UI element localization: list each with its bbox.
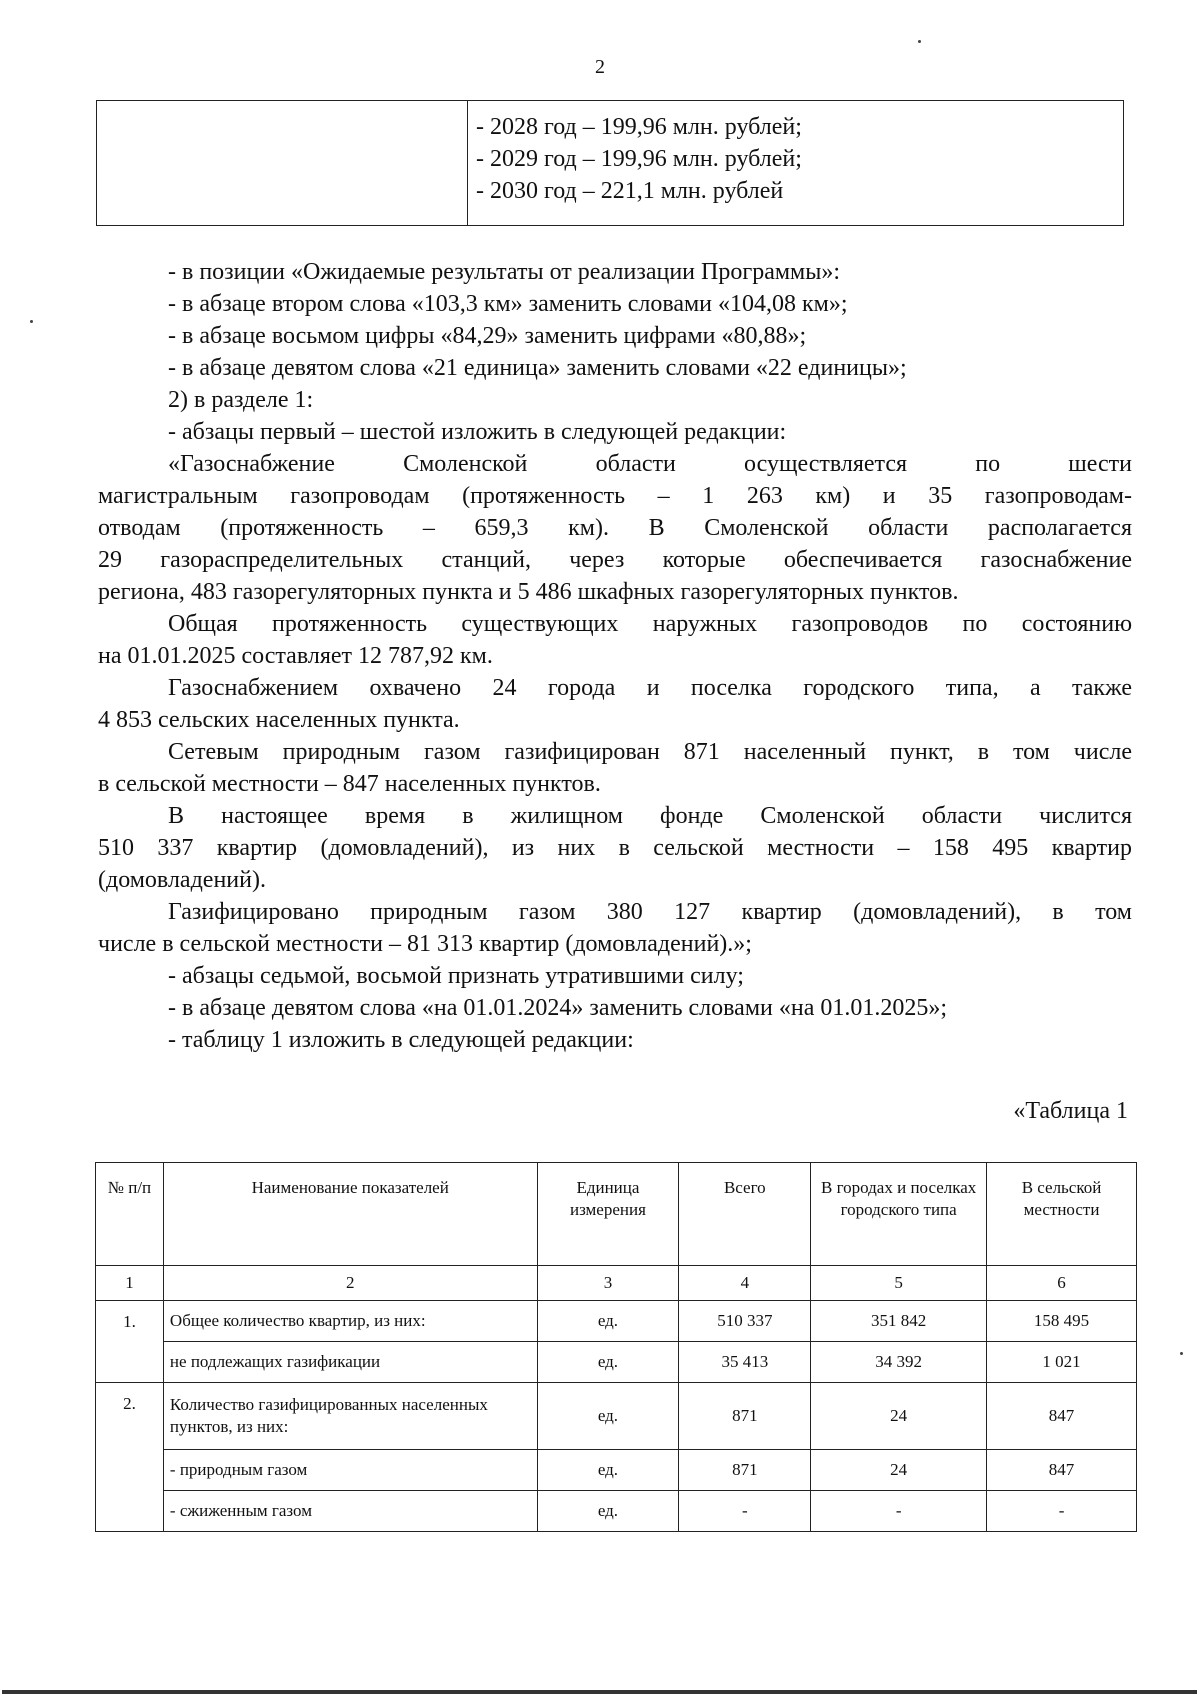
- scan-speck: [30, 320, 33, 323]
- row-number: 1.: [96, 1301, 164, 1383]
- row-total: 871: [679, 1383, 811, 1450]
- row-rural: 158 495: [987, 1301, 1137, 1342]
- scan-speck: [918, 40, 921, 43]
- header-cell: Единица измерения: [537, 1163, 679, 1266]
- header-cell: В сельской местности: [987, 1163, 1137, 1266]
- row-name: Количество газифицированных населенных пунктов, из них:: [163, 1383, 537, 1450]
- paragraph: 2) в разделе 1:: [168, 387, 314, 413]
- paragraph-line: Сетевым природным газом газифицирован 871 населенный пункт, в том числе: [168, 739, 1132, 765]
- table-header-row: [96, 1163, 1137, 1266]
- header-cell: № п/п: [96, 1163, 164, 1266]
- row-urban: 351 842: [811, 1301, 987, 1342]
- table-caption: «Таблица 1: [1013, 1098, 1128, 1124]
- paragraph: - в абзаце девятом слова «21 единица» заменить словами «22 единицы»;: [168, 355, 907, 381]
- table-row: [96, 1383, 1137, 1450]
- row-urban: 34 392: [811, 1342, 987, 1383]
- column-number: 5: [811, 1266, 987, 1301]
- table-row: [96, 1450, 1137, 1491]
- paragraph: - в абзаце восьмом цифры «84,29» заменить цифрами «80,88»;: [168, 323, 807, 349]
- row-name: - сжиженным газом: [163, 1491, 537, 1532]
- paragraph: - в позиции «Ожидаемые результаты от реализации Программы»:: [168, 259, 841, 285]
- funding-line-2030: - 2030 год – 221,1 млн. рублей: [476, 178, 784, 204]
- row-name: не подлежащих газификации: [163, 1342, 537, 1383]
- scan-edge-line: [2, 1690, 1197, 1694]
- header-cell: В городах и поселках городского типа: [811, 1163, 987, 1266]
- column-number-row: [96, 1266, 1137, 1301]
- funding-line-2029: - 2029 год – 199,96 млн. рублей;: [476, 146, 802, 172]
- row-urban: 24: [811, 1383, 987, 1450]
- funding-table: [96, 100, 1124, 226]
- paragraph-line: Газифицировано природным газом 380 127 квартир (домовладений), в том: [168, 899, 1132, 925]
- table-row: [96, 1491, 1137, 1532]
- row-unit: ед.: [537, 1491, 679, 1532]
- paragraph-line: Общая протяженность существующих наружных газопроводов по состоянию: [168, 611, 1132, 637]
- paragraph-line: на 01.01.2025 составляет 12 787,92 км.: [98, 643, 493, 669]
- table-row: [96, 1301, 1137, 1342]
- paragraph: - абзацы первый – шестой изложить в следующей редакции:: [168, 419, 787, 445]
- column-number: 6: [987, 1266, 1137, 1301]
- paragraph-line: отводам (протяженность – 659,3 км). В Смоленской области располагается: [98, 515, 1132, 541]
- row-number: 2.: [96, 1383, 164, 1532]
- row-name: Общее количество квартир, из них:: [163, 1301, 537, 1342]
- column-number: 3: [537, 1266, 679, 1301]
- paragraph-line: числе в сельской местности – 81 313 квартир (домовладений).»;: [98, 931, 752, 957]
- funding-table-values: [468, 101, 802, 225]
- row-unit: ед.: [537, 1342, 679, 1383]
- table-row: [96, 1342, 1137, 1383]
- gasification-table: [95, 1162, 1137, 1532]
- scan-speck: [1180, 1352, 1183, 1355]
- paragraph-line: региона, 483 газорегуляторных пункта и 5 486 шкафных газорегуляторных пунктов.: [98, 579, 959, 605]
- column-number: 2: [163, 1266, 537, 1301]
- row-unit: ед.: [537, 1450, 679, 1491]
- paragraph: - в абзаце втором слова «103,3 км» заменить словами «104,08 км»;: [168, 291, 848, 317]
- page-number: 2: [595, 56, 605, 78]
- paragraph-line: «Газоснабжение Смоленской области осуществляется по шести: [168, 451, 1132, 477]
- header-cell: Всего: [679, 1163, 811, 1266]
- row-unit: ед.: [537, 1383, 679, 1450]
- row-total: 510 337: [679, 1301, 811, 1342]
- row-rural: 1 021: [987, 1342, 1137, 1383]
- paragraph-line: (домовладений).: [98, 867, 266, 893]
- paragraph-line: 510 337 квартир (домовладений), из них в сельской местности – 158 495 квартир: [98, 835, 1132, 861]
- header-cell: Наименование показателей: [163, 1163, 537, 1266]
- paragraph-line: магистральным газопроводам (протяженность – 1 263 км) и 35 газопроводам-: [98, 483, 1132, 509]
- row-total: 35 413: [679, 1342, 811, 1383]
- paragraph-line: в сельской местности – 847 населенных пунктов.: [98, 771, 601, 797]
- paragraph-line: 4 853 сельских населенных пункта.: [98, 707, 460, 733]
- paragraph: - абзацы седьмой, восьмой признать утратившими силу;: [168, 963, 744, 989]
- paragraph: - в абзаце девятом слова «на 01.01.2024» заменить словами «на 01.01.2025»;: [168, 995, 948, 1021]
- paragraph-line: В настоящее время в жилищном фонде Смоленской области числится: [168, 803, 1132, 829]
- document-body: [98, 256, 1132, 1056]
- column-number: 4: [679, 1266, 811, 1301]
- row-urban: 24: [811, 1450, 987, 1491]
- row-rural: 847: [987, 1383, 1137, 1450]
- row-rural: -: [987, 1491, 1137, 1532]
- row-rural: 847: [987, 1450, 1137, 1491]
- row-urban: -: [811, 1491, 987, 1532]
- row-name: - природным газом: [163, 1450, 537, 1491]
- row-total: 871: [679, 1450, 811, 1491]
- paragraph-line: 29 газораспределительных станций, через которые обеспечивается газоснабжение: [98, 547, 1132, 573]
- row-unit: ед.: [537, 1301, 679, 1342]
- row-total: -: [679, 1491, 811, 1532]
- paragraph: - таблицу 1 изложить в следующей редакции:: [168, 1027, 634, 1053]
- column-number: 1: [96, 1266, 164, 1301]
- funding-line-2028: - 2028 год – 199,96 млн. рублей;: [476, 114, 802, 140]
- funding-table-empty-cell: [97, 101, 468, 225]
- paragraph-line: Газоснабжением охвачено 24 города и поселка городского типа, а также: [168, 675, 1132, 701]
